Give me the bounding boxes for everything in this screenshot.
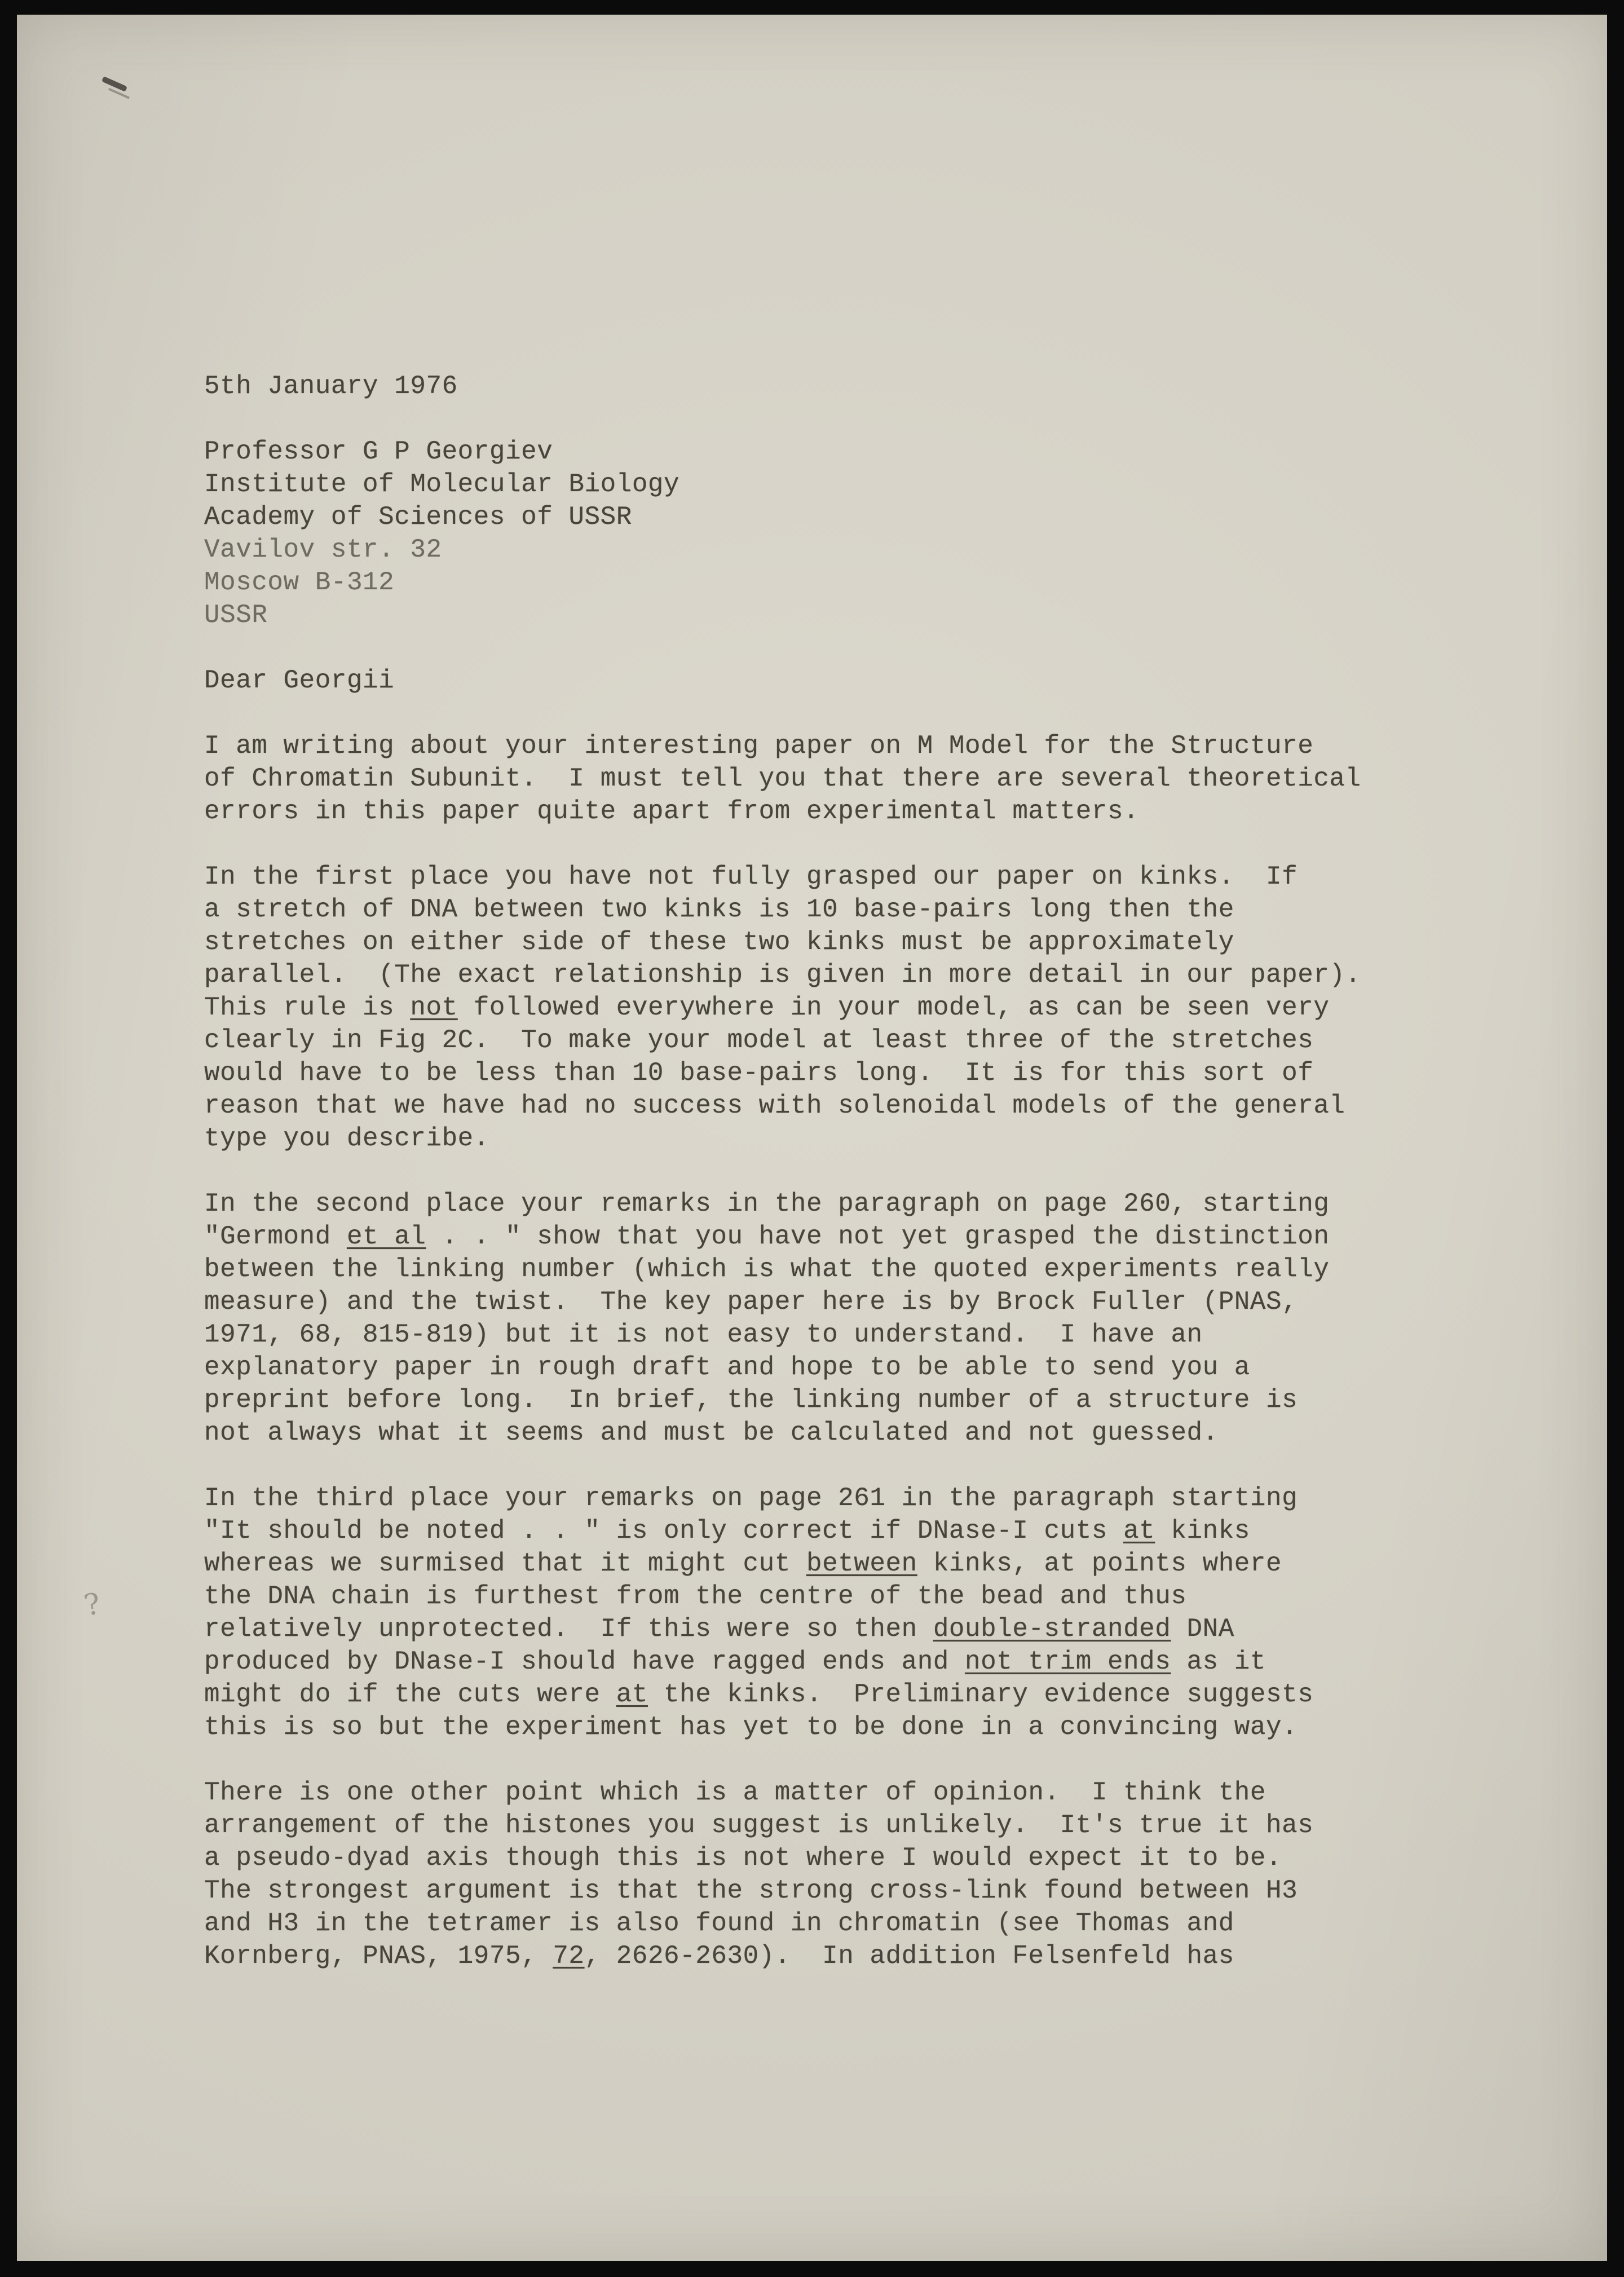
text-segment: this is so but the experiment has yet to be done in a convincing way.	[204, 1713, 1298, 1742]
text-segment: kinks	[1155, 1516, 1250, 1546]
text-segment: a pseudo-dyad axis though this is not where I would expect it to be.	[204, 1843, 1282, 1873]
text-segment: The strongest argument is that the strong cross-link found between H3	[204, 1876, 1298, 1905]
letter-line	[204, 926, 1472, 959]
underlined-text: not trim ends	[965, 1647, 1171, 1676]
letter-line	[204, 1057, 1472, 1089]
underlined-text: et al	[346, 1222, 426, 1251]
letter-line	[204, 1678, 1472, 1711]
text-segment: between the linking number (which is what the quoted experiments really	[204, 1255, 1330, 1284]
underlined-text: at	[1123, 1516, 1155, 1546]
text-segment: produced by DNase-I should have ragged ends and	[204, 1647, 965, 1676]
text-segment: explanatory paper in rough draft and hope to be able to send you a	[204, 1353, 1250, 1382]
text-segment: relatively unprotected. If this were so then	[204, 1614, 933, 1644]
margin-pencil-annotation: ?	[81, 1586, 104, 1623]
text-segment: preprint before long. In brief, the linking number of a structure is	[204, 1385, 1298, 1415]
text-segment: Kornberg, PNAS, 1975,	[204, 1941, 553, 1971]
text-segment: I am writing about your interesting paper on M Model for the Structure	[204, 731, 1314, 761]
text-segment: of Chromatin Subunit. I must tell you that there are several theoretical	[204, 764, 1361, 793]
letter-line	[204, 1776, 1472, 1809]
recipient-line: Professor G P Georgiev	[204, 437, 553, 466]
text-segment: arrangement of the histones you suggest is unlikely. It's true it has	[204, 1811, 1314, 1840]
letter-line	[204, 959, 1472, 991]
underlined-text: not	[410, 993, 458, 1022]
letter-line	[204, 1842, 1472, 1874]
letter-line	[204, 1645, 1472, 1678]
letter-line	[204, 1220, 1472, 1253]
letter-line	[204, 1416, 1472, 1449]
text-segment: DNA	[1171, 1614, 1234, 1644]
letter-line	[204, 1318, 1472, 1351]
text-segment: not always what it seems and must be calculated and not guessed.	[204, 1418, 1219, 1448]
letter-line	[204, 795, 1472, 828]
text-segment: This rule is	[204, 993, 411, 1022]
letter-line	[204, 762, 1472, 795]
text-segment: and H3 in the tetramer is also found in chromatin (see Thomas and	[204, 1909, 1234, 1938]
letter-paper	[17, 15, 1607, 2261]
text-segment: , 2626-2630). In addition Felsenfeld has	[584, 1941, 1234, 1971]
letter-paragraph	[204, 1188, 1472, 1449]
letter-line	[204, 1253, 1472, 1286]
text-segment: 1971, 68, 815-819) but it is not easy to understand. I have an	[204, 1320, 1203, 1349]
letter-line	[204, 1089, 1472, 1122]
text-segment: stretches on either side of these two kinks must be approximately	[204, 928, 1234, 957]
letter-paragraph	[204, 1776, 1472, 1972]
letter-date: 5th January 1976	[204, 372, 458, 401]
recipient-line: USSR	[204, 601, 268, 630]
text-segment: There is one other point which is a matter of opinion. I think the	[204, 1778, 1266, 1807]
letter-line	[204, 893, 1472, 926]
recipient-line: Vavilov str. 32	[204, 535, 442, 564]
letter-line	[204, 1188, 1472, 1220]
letter-content	[204, 370, 1472, 1972]
underlined-text: at	[616, 1680, 648, 1709]
text-segment: In the first place you have not fully grasped our paper on kinks. If	[204, 862, 1298, 892]
recipient-line: Institute of Molecular Biology	[204, 470, 680, 499]
letter-line	[204, 730, 1472, 762]
text-segment: . . " show that you have not yet grasped the distinction	[426, 1222, 1330, 1251]
letter-paragraph	[204, 861, 1472, 1155]
text-segment: the DNA chain is furthest from the centre of the bead and thus	[204, 1582, 1187, 1611]
letter-line	[204, 1384, 1472, 1416]
text-segment: a stretch of DNA between two kinks is 10 base-pairs long then the	[204, 895, 1234, 924]
text-segment: kinks, at points where	[917, 1549, 1282, 1578]
underlined-text: double-stranded	[933, 1614, 1171, 1644]
letter-line	[204, 861, 1472, 893]
text-segment: "Germond	[204, 1222, 347, 1251]
letter-line	[204, 1286, 1472, 1318]
underlined-text: 72	[553, 1941, 585, 1971]
text-segment: In the third place your remarks on page 261 in the paragraph starting	[204, 1484, 1298, 1513]
text-segment: followed everywhere in your model, as can be seen very	[457, 993, 1330, 1022]
letter-line	[204, 1580, 1472, 1613]
text-segment: the kinks. Preliminary evidence suggests	[647, 1680, 1314, 1709]
recipient-line: Academy of Sciences of USSR	[204, 502, 632, 532]
text-segment: reason that we have had no success with solenoidal models of the general	[204, 1091, 1345, 1120]
salutation: Dear Georgii	[204, 666, 395, 695]
letter-line	[204, 1482, 1472, 1515]
underlined-text: between	[806, 1549, 917, 1578]
letter-body	[204, 730, 1472, 1972]
text-segment: errors in this paper quite apart from experimental matters.	[204, 797, 1140, 826]
text-segment: measure) and the twist. The key paper here is by Brock Fuller (PNAS,	[204, 1287, 1298, 1317]
letter-paragraph	[204, 1482, 1472, 1744]
letter-line	[204, 1351, 1472, 1384]
letter-line	[204, 1809, 1472, 1842]
text-segment: parallel. (The exact relationship is given in more detail in our paper).	[204, 960, 1361, 990]
letter-line	[204, 1613, 1472, 1645]
text-segment: as it	[1171, 1647, 1266, 1676]
text-segment: whereas we surmised that it might cut	[204, 1549, 806, 1578]
text-segment: would have to be less than 10 base-pairs long. It is for this sort of	[204, 1058, 1314, 1088]
letter-line	[204, 1515, 1472, 1547]
recipient-line: Moscow B-312	[204, 568, 395, 597]
letter-line	[204, 1122, 1472, 1155]
letter-line	[204, 1024, 1472, 1057]
letter-paragraph	[204, 730, 1472, 828]
recipient-address-block	[204, 435, 1472, 632]
letter-line	[204, 1940, 1472, 1972]
text-segment: In the second place your remarks in the paragraph on page 260, starting	[204, 1189, 1330, 1219]
letter-line	[204, 1874, 1472, 1907]
letter-line	[204, 991, 1472, 1024]
letter-line	[204, 1547, 1472, 1580]
letter-line	[204, 1711, 1472, 1744]
text-segment: "It should be noted . . " is only correct if DNase-I cuts	[204, 1516, 1124, 1546]
text-segment: type you describe.	[204, 1124, 489, 1153]
text-segment: clearly in Fig 2C. To make your model at least three of the stretches	[204, 1026, 1314, 1055]
text-segment: might do if the cuts were	[204, 1680, 616, 1709]
staple-mark	[102, 76, 127, 92]
letter-line	[204, 1907, 1472, 1940]
